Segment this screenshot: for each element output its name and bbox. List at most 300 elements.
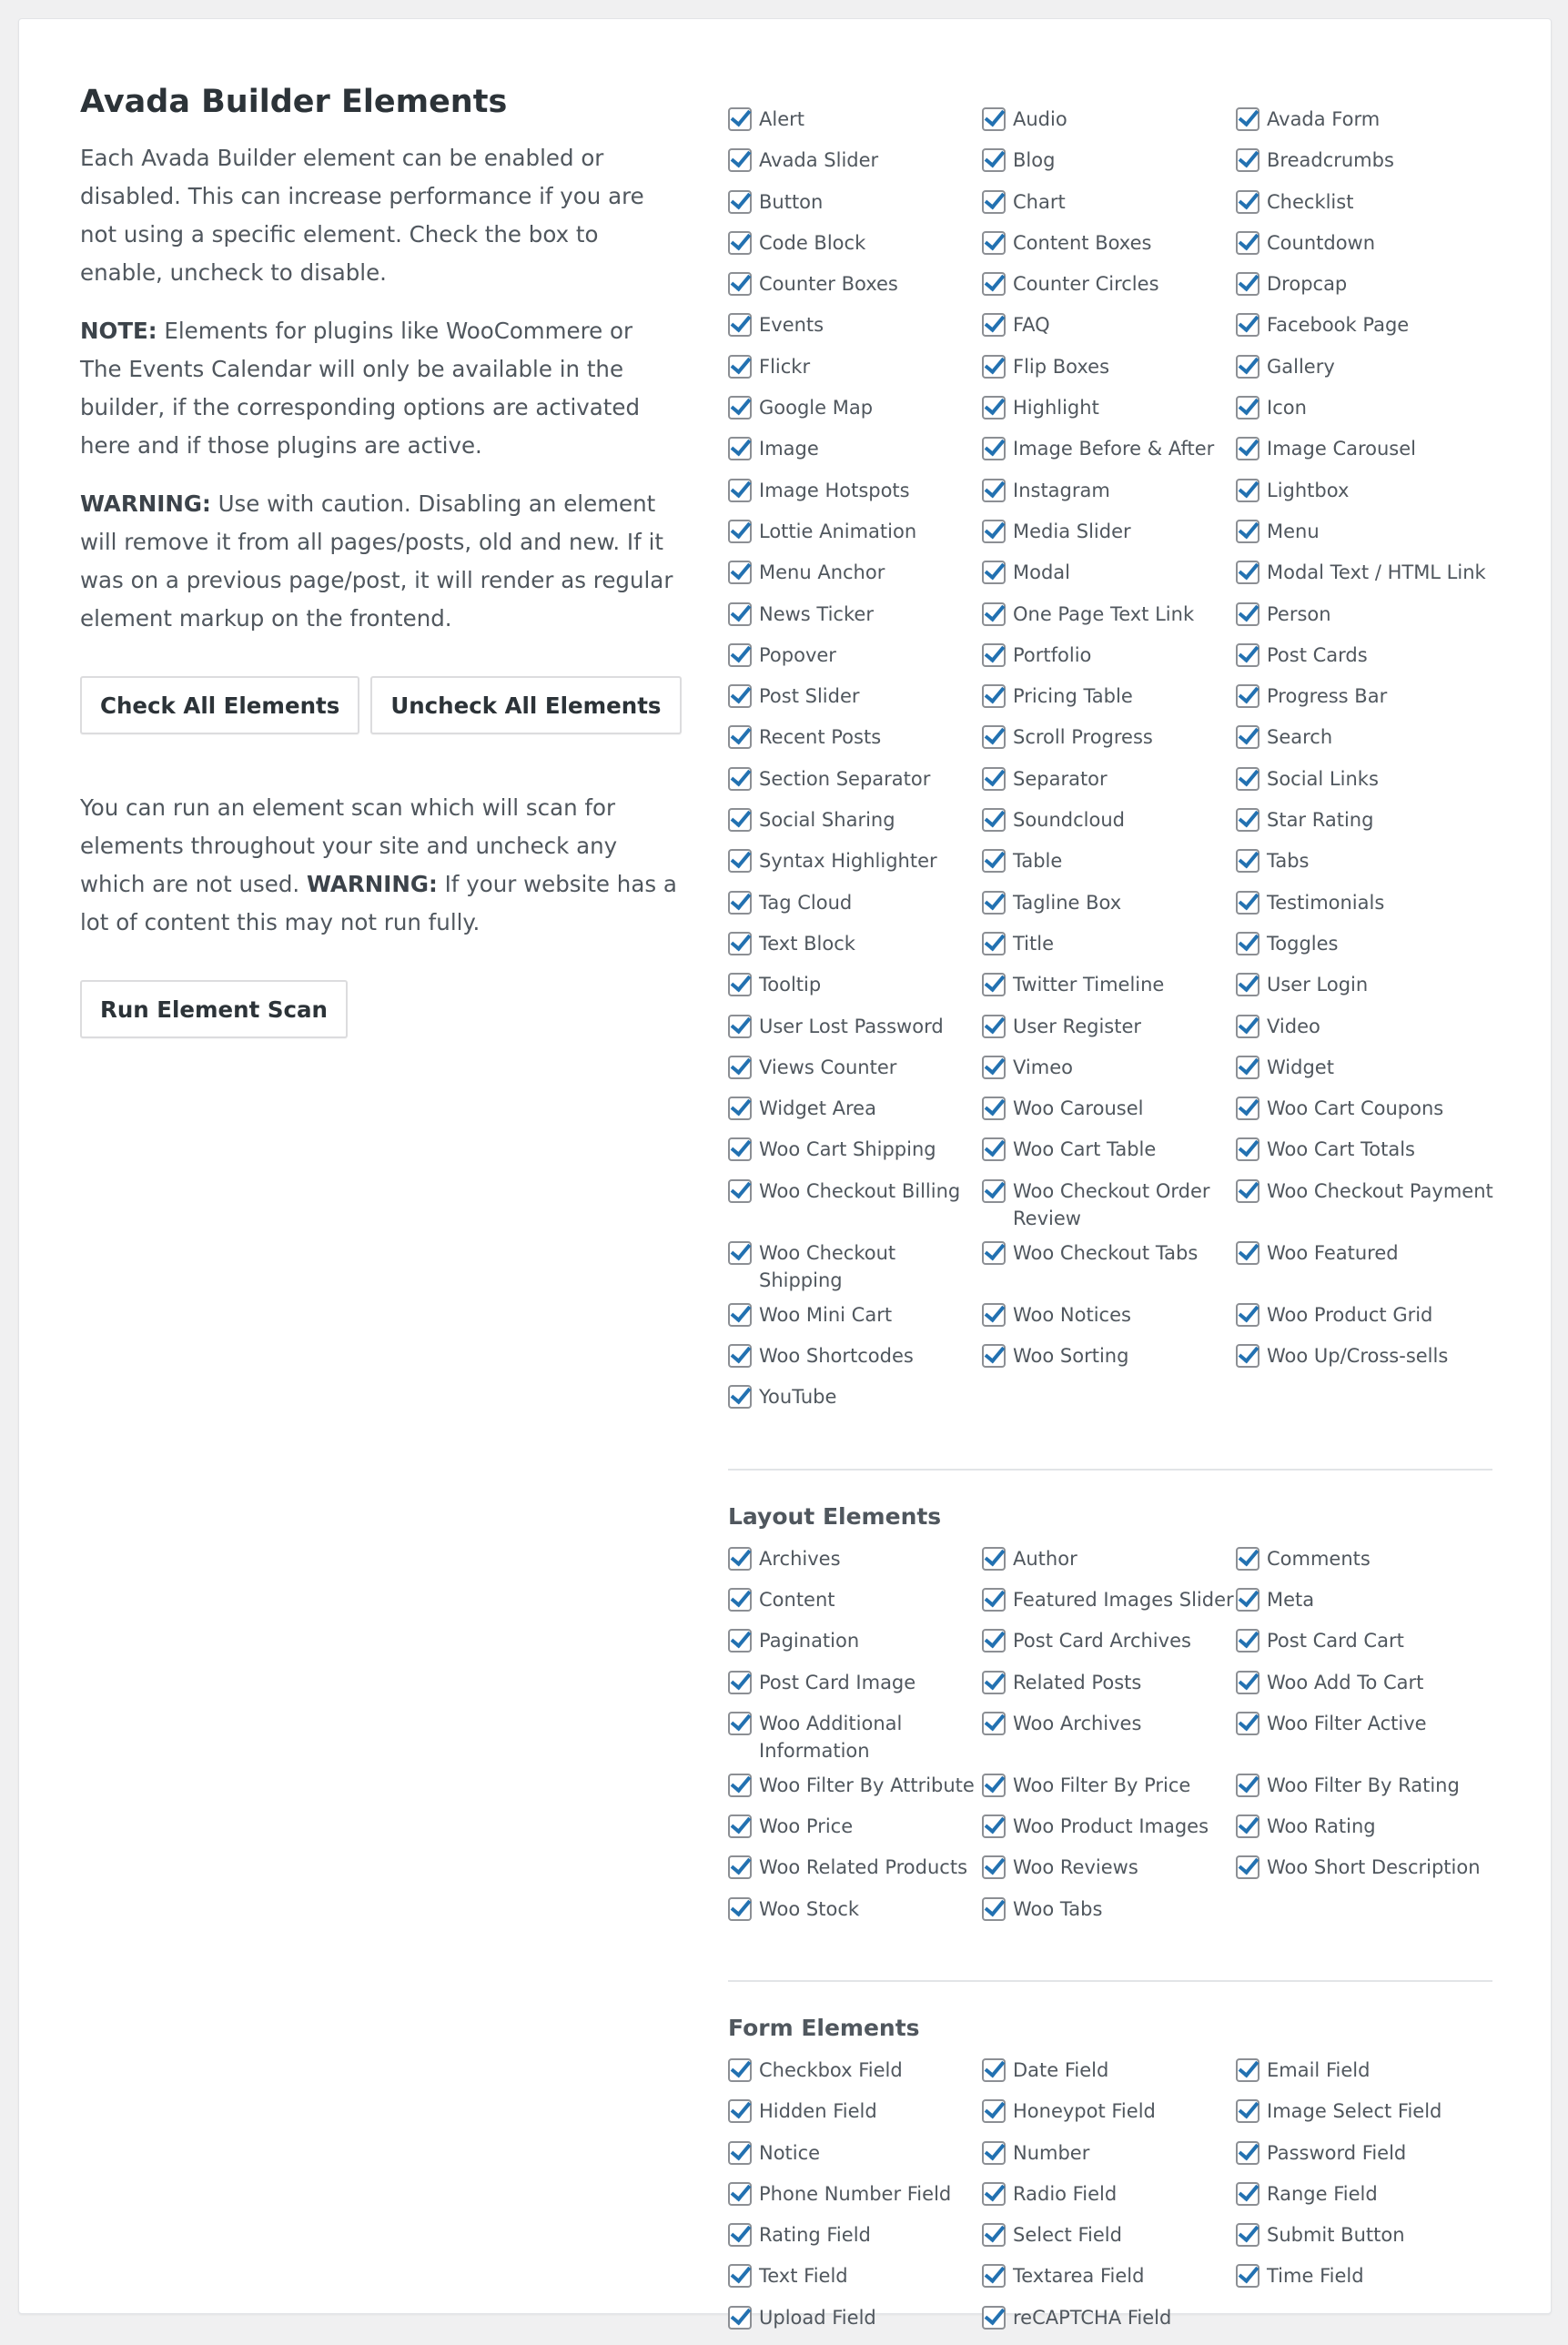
- checkbox-checked-icon[interactable]: [1236, 1855, 1259, 1879]
- checkbox-checked-icon[interactable]: [728, 1137, 752, 1161]
- checkbox-checked-icon[interactable]: [982, 520, 1006, 543]
- checkbox-checked-icon[interactable]: [982, 1137, 1006, 1161]
- element-option-label: Modal: [1013, 561, 1070, 584]
- checkbox-checked-icon[interactable]: [1236, 1712, 1259, 1735]
- checkbox-checked-icon[interactable]: [1236, 231, 1259, 255]
- element-option-label: Tabs: [1267, 850, 1310, 873]
- element-option[interactable]: [982, 806, 1236, 847]
- element-option[interactable]: [1236, 1136, 1511, 1177]
- element-option[interactable]: [1236, 1095, 1511, 1136]
- checkbox-checked-icon[interactable]: [728, 1303, 752, 1327]
- element-option[interactable]: [728, 106, 982, 147]
- element-option[interactable]: [982, 270, 1236, 311]
- checkbox-checked-icon[interactable]: [728, 1712, 752, 1735]
- element-option[interactable]: [1236, 971, 1511, 1012]
- element-option[interactable]: [728, 971, 982, 1012]
- checkbox-checked-icon[interactable]: [728, 725, 752, 749]
- element-option[interactable]: [982, 889, 1236, 930]
- element-option[interactable]: [728, 1669, 982, 1710]
- checkbox-checked-icon[interactable]: [728, 684, 752, 708]
- checkbox-checked-icon[interactable]: [728, 1547, 752, 1571]
- element-option[interactable]: [728, 1710, 982, 1772]
- checkbox-checked-icon[interactable]: [1236, 1774, 1259, 1797]
- element-option[interactable]: [982, 1586, 1236, 1627]
- element-option[interactable]: [982, 106, 1236, 147]
- element-option[interactable]: [728, 1239, 982, 1301]
- checkbox-checked-icon[interactable]: [1236, 1344, 1259, 1368]
- checkbox-checked-icon[interactable]: [982, 891, 1006, 915]
- checkbox-checked-icon[interactable]: [728, 107, 752, 131]
- element-option-label: Honeypot Field: [1013, 2100, 1156, 2123]
- element-option-label: Submit Button: [1267, 2224, 1405, 2247]
- checkbox-checked-icon[interactable]: [728, 396, 752, 419]
- checkbox-checked-icon[interactable]: [728, 2141, 752, 2165]
- element-option[interactable]: [1236, 1813, 1511, 1854]
- element-option[interactable]: [728, 2262, 982, 2303]
- element-option[interactable]: [728, 1813, 982, 1854]
- element-option[interactable]: [982, 311, 1236, 352]
- element-option[interactable]: [728, 601, 982, 642]
- element-option[interactable]: [728, 2057, 982, 2097]
- checkbox-checked-icon[interactable]: [982, 725, 1006, 749]
- checkbox-checked-icon[interactable]: [982, 1774, 1006, 1797]
- element-option[interactable]: [982, 847, 1236, 888]
- checkbox-checked-icon[interactable]: [728, 1897, 752, 1921]
- checkbox-checked-icon[interactable]: [982, 2182, 1006, 2206]
- element-option-label: Section Separator: [759, 767, 931, 790]
- element-option[interactable]: [728, 930, 982, 971]
- element-option[interactable]: [728, 353, 982, 394]
- checkbox-checked-icon[interactable]: [728, 767, 752, 791]
- checkbox-checked-icon[interactable]: [982, 2099, 1006, 2123]
- checkbox-checked-icon[interactable]: [1236, 725, 1259, 749]
- element-option[interactable]: [728, 1627, 982, 1668]
- checkbox-checked-icon[interactable]: [728, 1385, 752, 1409]
- element-option[interactable]: [982, 518, 1236, 559]
- element-option[interactable]: [1236, 311, 1511, 352]
- checkbox-checked-icon[interactable]: [1236, 849, 1259, 873]
- checkbox-checked-icon[interactable]: [1236, 1241, 1259, 1265]
- element-option[interactable]: [982, 353, 1236, 394]
- element-option[interactable]: [982, 188, 1236, 229]
- element-option[interactable]: [1236, 642, 1511, 682]
- checkbox-checked-icon[interactable]: [982, 932, 1006, 955]
- checkbox-checked-icon[interactable]: [982, 231, 1006, 255]
- element-option[interactable]: [1236, 1178, 1511, 1239]
- checkbox-checked-icon[interactable]: [1236, 107, 1259, 131]
- element-option-label: Social Links: [1267, 767, 1379, 790]
- checkbox-checked-icon[interactable]: [728, 313, 752, 337]
- element-option[interactable]: [1236, 1669, 1511, 1710]
- element-option[interactable]: [728, 889, 982, 930]
- element-option-label: Lottie Animation: [759, 520, 917, 542]
- checkbox-checked-icon[interactable]: [982, 1855, 1006, 1879]
- element-option[interactable]: [1236, 930, 1511, 971]
- element-option-label: Progress Bar: [1267, 685, 1388, 708]
- element-option[interactable]: [1236, 1054, 1511, 1095]
- element-option[interactable]: [1236, 765, 1511, 806]
- element-option[interactable]: [982, 971, 1236, 1012]
- element-option[interactable]: [728, 477, 982, 518]
- checkbox-checked-icon[interactable]: [982, 272, 1006, 296]
- element-option[interactable]: [982, 1772, 1236, 1813]
- checkbox-checked-icon[interactable]: [1236, 1814, 1259, 1838]
- element-option[interactable]: [982, 477, 1236, 518]
- checkbox-checked-icon[interactable]: [728, 355, 752, 379]
- checkbox-checked-icon[interactable]: [982, 767, 1006, 791]
- element-option[interactable]: [982, 2097, 1236, 2138]
- element-option[interactable]: [982, 1054, 1236, 1095]
- checkbox-checked-icon[interactable]: [1236, 932, 1259, 955]
- checkbox-checked-icon[interactable]: [728, 2099, 752, 2123]
- element-option[interactable]: [1236, 1545, 1511, 1586]
- checkbox-checked-icon[interactable]: [728, 1629, 752, 1653]
- element-option[interactable]: [1236, 1627, 1511, 1668]
- checkbox-checked-icon[interactable]: [728, 1056, 752, 1079]
- checkbox-checked-icon[interactable]: [1236, 2223, 1259, 2247]
- checkbox-checked-icon[interactable]: [982, 1712, 1006, 1735]
- checkbox-checked-icon[interactable]: [1236, 643, 1259, 667]
- checkbox-checked-icon[interactable]: [982, 849, 1006, 873]
- checkbox-checked-icon[interactable]: [982, 148, 1006, 172]
- element-option[interactable]: [1236, 601, 1511, 642]
- element-option[interactable]: [728, 723, 982, 764]
- checkbox-checked-icon[interactable]: [1236, 1629, 1259, 1653]
- element-option[interactable]: [728, 2097, 982, 2138]
- checkbox-checked-icon[interactable]: [728, 2182, 752, 2206]
- checkbox-checked-icon[interactable]: [1236, 396, 1259, 419]
- element-option[interactable]: [982, 1627, 1236, 1668]
- checkbox-checked-icon[interactable]: [728, 1855, 752, 1879]
- check-all-button[interactable]: Check All Elements: [80, 676, 359, 734]
- element-option[interactable]: [1236, 188, 1511, 229]
- element-option-label: Person: [1267, 602, 1331, 625]
- element-option[interactable]: [728, 1383, 982, 1424]
- checkbox-checked-icon[interactable]: [1236, 602, 1259, 626]
- element-option[interactable]: [728, 518, 982, 559]
- checkbox-checked-icon[interactable]: [1236, 767, 1259, 791]
- checkbox-checked-icon[interactable]: [982, 1097, 1006, 1120]
- checkbox-checked-icon[interactable]: [1236, 2264, 1259, 2288]
- checkbox-checked-icon[interactable]: [728, 1588, 752, 1612]
- checkbox-checked-icon[interactable]: [982, 643, 1006, 667]
- checkbox-checked-icon[interactable]: [982, 1303, 1006, 1327]
- checkbox-checked-icon[interactable]: [728, 2058, 752, 2082]
- element-option[interactable]: [982, 2180, 1236, 2221]
- element-option[interactable]: [982, 1013, 1236, 1054]
- element-option[interactable]: [982, 147, 1236, 187]
- element-option[interactable]: [982, 601, 1236, 642]
- checkbox-checked-icon[interactable]: [728, 2223, 752, 2247]
- element-option[interactable]: [1236, 477, 1511, 518]
- checkbox-checked-icon[interactable]: [982, 2306, 1006, 2330]
- element-option[interactable]: [728, 1301, 982, 1342]
- checkbox-checked-icon[interactable]: [728, 561, 752, 584]
- element-option[interactable]: [1236, 147, 1511, 187]
- element-option[interactable]: [982, 642, 1236, 682]
- checkbox-checked-icon[interactable]: [728, 1814, 752, 1838]
- bulk-actions: [80, 676, 681, 734]
- element-option[interactable]: [982, 1895, 1236, 1936]
- element-option[interactable]: [1236, 2139, 1511, 2180]
- element-option[interactable]: [728, 559, 982, 600]
- checkbox-checked-icon[interactable]: [982, 1671, 1006, 1694]
- element-option-label: Avada Form: [1267, 108, 1381, 130]
- element-option[interactable]: [728, 1772, 982, 1813]
- checkbox-checked-icon[interactable]: [1236, 2099, 1259, 2123]
- checkbox-checked-icon[interactable]: [982, 313, 1006, 337]
- element-option[interactable]: [728, 1895, 982, 1936]
- checkbox-checked-icon[interactable]: [982, 808, 1006, 832]
- element-option[interactable]: [728, 1342, 982, 1383]
- checkbox-checked-icon[interactable]: [982, 1588, 1006, 1612]
- element-option[interactable]: [1236, 394, 1511, 435]
- checkbox-checked-icon[interactable]: [1236, 973, 1259, 996]
- checkbox-checked-icon[interactable]: [1236, 1547, 1259, 1571]
- element-option[interactable]: [982, 394, 1236, 435]
- checkbox-checked-icon[interactable]: [1236, 520, 1259, 543]
- element-option[interactable]: [982, 1545, 1236, 1586]
- element-option[interactable]: [1236, 847, 1511, 888]
- checkbox-checked-icon[interactable]: [1236, 2182, 1259, 2206]
- element-option-label: Separator: [1013, 767, 1108, 790]
- checkbox-checked-icon[interactable]: [1236, 684, 1259, 708]
- checkbox-checked-icon[interactable]: [1236, 1588, 1259, 1612]
- element-option[interactable]: [728, 847, 982, 888]
- element-option[interactable]: [982, 435, 1236, 476]
- checkbox-checked-icon[interactable]: [1236, 437, 1259, 460]
- checkbox-checked-icon[interactable]: [728, 437, 752, 460]
- element-option-label: Media Slider: [1013, 520, 1131, 542]
- checkbox-checked-icon[interactable]: [1236, 313, 1259, 337]
- checkbox-checked-icon[interactable]: [1236, 808, 1259, 832]
- element-option[interactable]: [982, 1854, 1236, 1895]
- element-option[interactable]: [1236, 559, 1511, 600]
- checkbox-checked-icon[interactable]: [728, 1774, 752, 1797]
- checkbox-checked-icon[interactable]: [982, 2223, 1006, 2247]
- element-option[interactable]: [982, 1710, 1236, 1772]
- element-option[interactable]: [728, 642, 982, 682]
- element-option[interactable]: [982, 765, 1236, 806]
- checkbox-checked-icon[interactable]: [728, 602, 752, 626]
- checkbox-checked-icon[interactable]: [1236, 148, 1259, 172]
- element-option[interactable]: [1236, 2097, 1511, 2138]
- element-option[interactable]: [1236, 353, 1511, 394]
- element-option[interactable]: [728, 1013, 982, 1054]
- checkbox-checked-icon[interactable]: [728, 932, 752, 955]
- element-option-label: Woo Carousel: [1013, 1097, 1144, 1120]
- element-option[interactable]: [728, 435, 982, 476]
- checkbox-checked-icon[interactable]: [1236, 2141, 1259, 2165]
- run-element-scan-button[interactable]: Run Element Scan: [80, 980, 348, 1038]
- element-option[interactable]: [728, 147, 982, 187]
- checkbox-checked-icon[interactable]: [728, 2264, 752, 2288]
- checkbox-checked-icon[interactable]: [728, 231, 752, 255]
- element-option[interactable]: [1236, 1301, 1511, 1342]
- element-option[interactable]: [982, 1178, 1236, 1239]
- checkbox-checked-icon[interactable]: [982, 355, 1006, 379]
- element-option[interactable]: [982, 1301, 1236, 1342]
- element-option[interactable]: [728, 2180, 982, 2221]
- checkbox-checked-icon[interactable]: [982, 684, 1006, 708]
- element-option[interactable]: [1236, 435, 1511, 476]
- checkbox-checked-icon[interactable]: [982, 1056, 1006, 1079]
- checkbox-checked-icon[interactable]: [728, 1344, 752, 1368]
- checkbox-checked-icon[interactable]: [728, 1015, 752, 1038]
- element-option[interactable]: [982, 2262, 1236, 2303]
- element-option[interactable]: [1236, 229, 1511, 270]
- element-option-label: Code Block: [759, 231, 866, 254]
- checkbox-checked-icon[interactable]: [1236, 479, 1259, 502]
- checkbox-checked-icon[interactable]: [728, 891, 752, 915]
- element-option[interactable]: [728, 270, 982, 311]
- element-option[interactable]: [728, 1545, 982, 1586]
- element-option[interactable]: [982, 229, 1236, 270]
- element-option[interactable]: [728, 311, 982, 352]
- element-option[interactable]: [728, 2304, 982, 2345]
- element-option[interactable]: [982, 723, 1236, 764]
- element-option[interactable]: [1236, 2221, 1511, 2262]
- checkbox-checked-icon[interactable]: [982, 479, 1006, 502]
- checkbox-checked-icon[interactable]: [982, 437, 1006, 460]
- checkbox-checked-icon[interactable]: [1236, 1056, 1259, 1079]
- element-option-label: Events: [759, 314, 824, 337]
- element-option[interactable]: [1236, 1710, 1511, 1772]
- uncheck-all-button[interactable]: Uncheck All Elements: [370, 676, 681, 734]
- element-option[interactable]: [982, 2304, 1236, 2345]
- checkbox-checked-icon[interactable]: [982, 2264, 1006, 2288]
- checkbox-checked-icon[interactable]: [982, 2141, 1006, 2165]
- element-option-label: Text Field: [759, 2265, 848, 2288]
- element-option[interactable]: [982, 930, 1236, 971]
- element-option[interactable]: [1236, 1239, 1511, 1301]
- checkbox-checked-icon[interactable]: [728, 520, 752, 543]
- element-option[interactable]: [1236, 889, 1511, 930]
- element-option[interactable]: [728, 765, 982, 806]
- checkbox-checked-icon[interactable]: [982, 1897, 1006, 1921]
- checkbox-checked-icon[interactable]: [1236, 1179, 1259, 1203]
- checkbox-checked-icon[interactable]: [728, 808, 752, 832]
- element-option[interactable]: [728, 2221, 982, 2262]
- element-option[interactable]: [982, 2057, 1236, 2097]
- element-option[interactable]: [982, 559, 1236, 600]
- checkbox-checked-icon[interactable]: [728, 1241, 752, 1265]
- element-option[interactable]: [982, 1095, 1236, 1136]
- checkbox-checked-icon[interactable]: [1236, 2058, 1259, 2082]
- element-option[interactable]: [728, 1095, 982, 1136]
- element-option[interactable]: [728, 1054, 982, 1095]
- checkbox-checked-icon[interactable]: [982, 396, 1006, 419]
- element-option[interactable]: [1236, 270, 1511, 311]
- element-option-label: Archives: [759, 1547, 841, 1570]
- checkbox-checked-icon[interactable]: [982, 973, 1006, 996]
- element-option[interactable]: [982, 2139, 1236, 2180]
- checkbox-checked-icon[interactable]: [728, 1179, 752, 1203]
- element-option[interactable]: [982, 1342, 1236, 1383]
- checkbox-checked-icon[interactable]: [728, 1671, 752, 1694]
- element-option[interactable]: [1236, 682, 1511, 723]
- element-option[interactable]: [1236, 2057, 1511, 2097]
- element-option[interactable]: [1236, 1854, 1511, 1895]
- checkbox-checked-icon[interactable]: [728, 643, 752, 667]
- checkbox-checked-icon[interactable]: [982, 1814, 1006, 1838]
- element-option[interactable]: [1236, 1342, 1511, 1383]
- checkbox-checked-icon[interactable]: [982, 190, 1006, 214]
- element-option[interactable]: [728, 188, 982, 229]
- element-option[interactable]: [728, 394, 982, 435]
- element-option[interactable]: [1236, 106, 1511, 147]
- checkbox-checked-icon[interactable]: [728, 1097, 752, 1120]
- element-option[interactable]: [1236, 518, 1511, 559]
- checkbox-checked-icon[interactable]: [1236, 1097, 1259, 1120]
- element-option[interactable]: [1236, 1586, 1511, 1627]
- checkbox-checked-icon[interactable]: [728, 148, 752, 172]
- element-option-label: Woo Checkout Tabs: [1013, 1241, 1199, 1264]
- checkbox-checked-icon[interactable]: [982, 561, 1006, 584]
- element-option[interactable]: [728, 1586, 982, 1627]
- element-option[interactable]: [728, 806, 982, 847]
- checkbox-checked-icon[interactable]: [728, 849, 752, 873]
- checkbox-checked-icon[interactable]: [1236, 1015, 1259, 1038]
- element-option[interactable]: [728, 1136, 982, 1177]
- checkbox-checked-icon[interactable]: [982, 1547, 1006, 1571]
- checkbox-checked-icon[interactable]: [982, 2058, 1006, 2082]
- element-option[interactable]: [728, 2139, 982, 2180]
- element-option[interactable]: [728, 1854, 982, 1895]
- element-option[interactable]: [982, 1239, 1236, 1301]
- element-option[interactable]: [728, 682, 982, 723]
- element-option[interactable]: [982, 682, 1236, 723]
- checkbox-checked-icon[interactable]: [982, 1241, 1006, 1265]
- checkbox-checked-icon[interactable]: [1236, 1303, 1259, 1327]
- element-option[interactable]: [1236, 806, 1511, 847]
- element-option[interactable]: [982, 1813, 1236, 1854]
- element-option[interactable]: [1236, 2180, 1511, 2221]
- element-option-label: Meta: [1267, 1588, 1315, 1611]
- checkbox-checked-icon[interactable]: [728, 190, 752, 214]
- checkbox-checked-icon[interactable]: [728, 479, 752, 502]
- checkbox-checked-icon[interactable]: [728, 2306, 752, 2330]
- checkbox-checked-icon[interactable]: [1236, 190, 1259, 214]
- page-title: Avada Builder Elements: [80, 84, 508, 120]
- element-option[interactable]: [982, 1136, 1236, 1177]
- element-option[interactable]: [982, 1669, 1236, 1710]
- checkbox-checked-icon[interactable]: [1236, 1671, 1259, 1694]
- checkbox-checked-icon[interactable]: [728, 272, 752, 296]
- checkbox-checked-icon[interactable]: [1236, 891, 1259, 915]
- checkbox-checked-icon[interactable]: [982, 602, 1006, 626]
- element-option[interactable]: [728, 229, 982, 270]
- checkbox-checked-icon[interactable]: [1236, 1137, 1259, 1161]
- element-option[interactable]: [982, 2221, 1236, 2262]
- element-option[interactable]: [1236, 2262, 1511, 2303]
- checkbox-checked-icon[interactable]: [1236, 561, 1259, 584]
- checkbox-checked-icon[interactable]: [982, 107, 1006, 131]
- element-option-label: Table: [1013, 850, 1063, 873]
- element-option[interactable]: [1236, 1772, 1511, 1813]
- checkbox-checked-icon[interactable]: [728, 973, 752, 996]
- checkbox-checked-icon[interactable]: [982, 1344, 1006, 1368]
- checkbox-checked-icon[interactable]: [1236, 272, 1259, 296]
- element-option[interactable]: [1236, 723, 1511, 764]
- checkbox-checked-icon[interactable]: [982, 1015, 1006, 1038]
- checkbox-checked-icon[interactable]: [982, 1179, 1006, 1203]
- checkbox-checked-icon[interactable]: [1236, 355, 1259, 379]
- element-option[interactable]: [1236, 1013, 1511, 1054]
- element-option[interactable]: [728, 1178, 982, 1239]
- checkbox-checked-icon[interactable]: [982, 1629, 1006, 1653]
- element-option-label: Woo Shortcodes: [759, 1345, 914, 1368]
